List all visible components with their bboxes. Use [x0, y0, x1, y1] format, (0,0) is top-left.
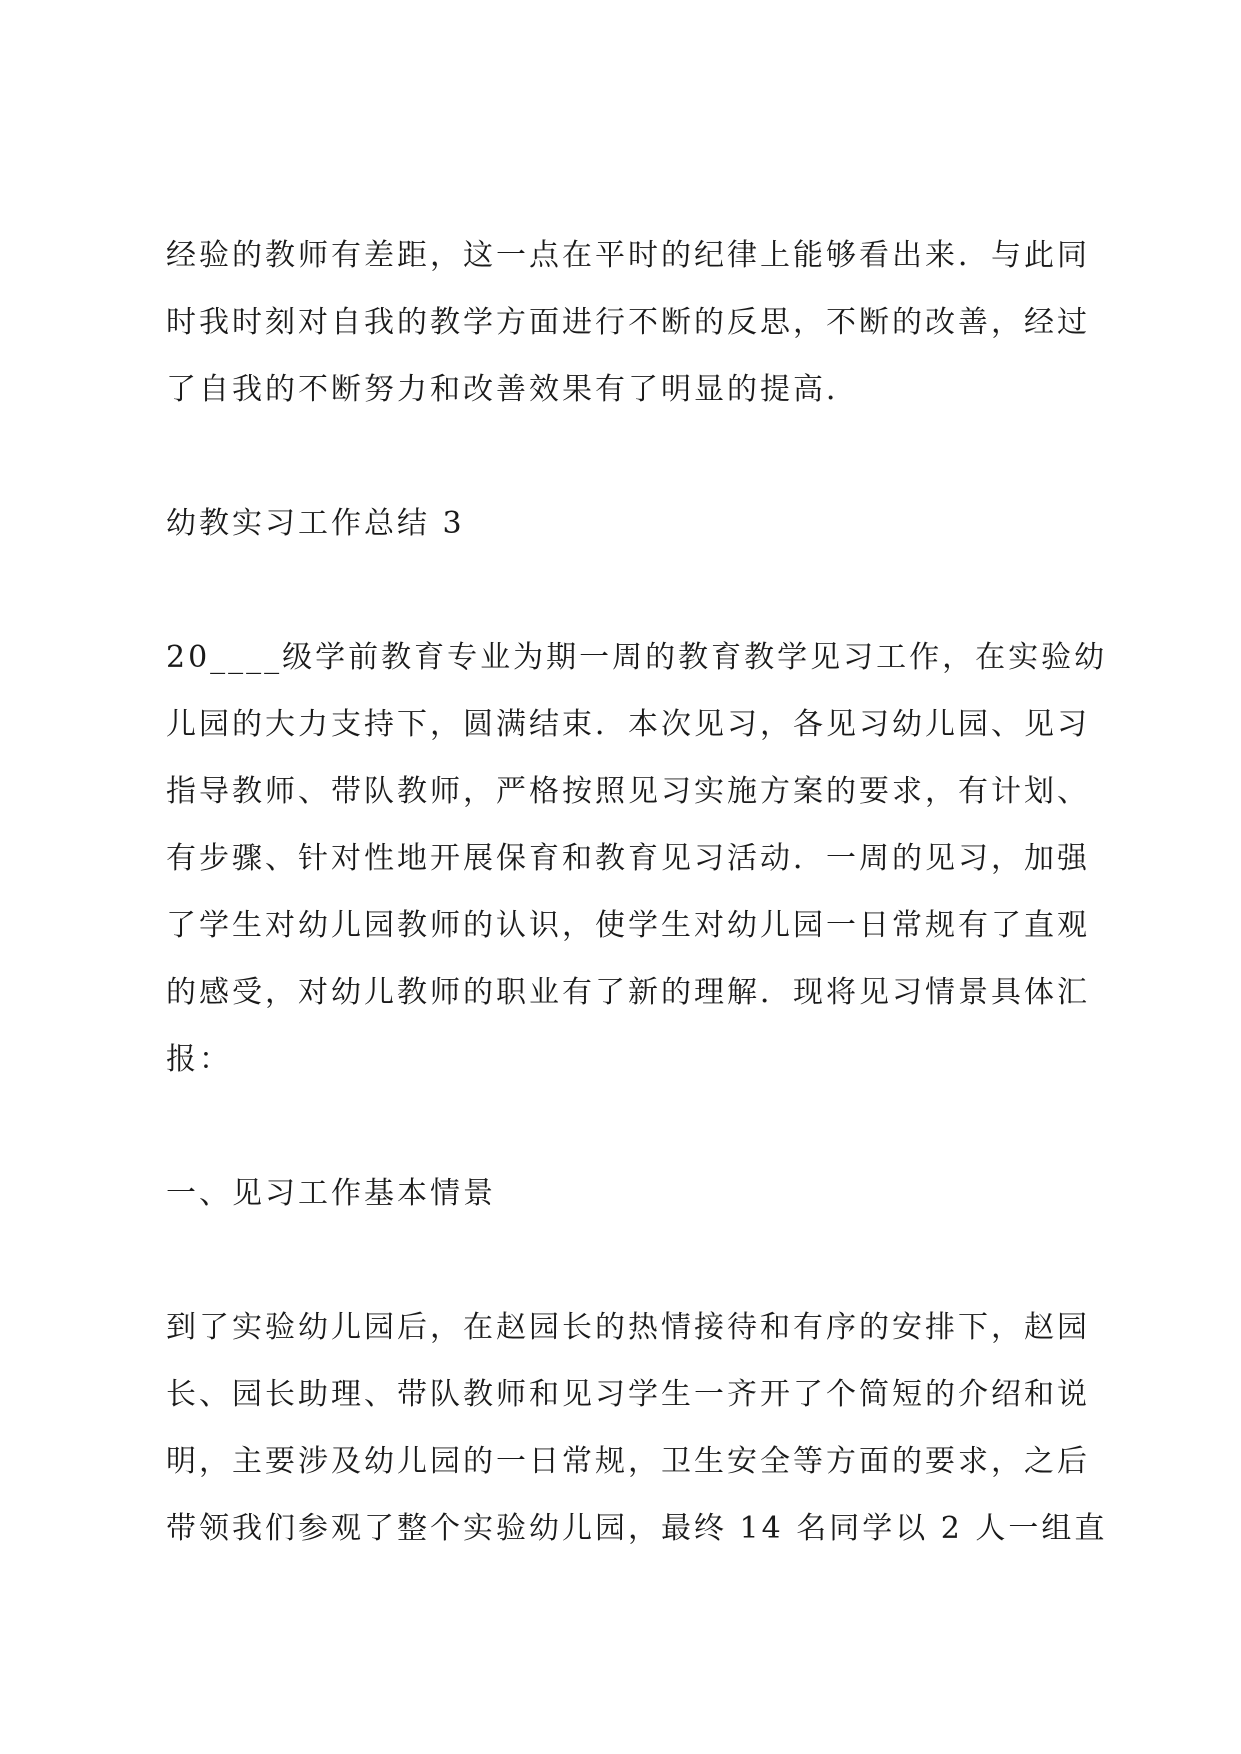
text-line: 有步骤、针对性地开展保育和教育见习活动．一周的见习，加强	[166, 841, 1090, 876]
paragraph-spacer	[166, 557, 1086, 624]
heading-text: 幼教实习工作总结 3	[166, 506, 465, 541]
paragraph-spacer	[166, 423, 1086, 490]
document-body	[166, 222, 1108, 1562]
text-line: 带领我们参观了整个实验幼儿园，最终 14 名同学以 2 人一组直	[166, 1511, 1108, 1546]
paragraph-spacer	[166, 1093, 1086, 1160]
text-line: 了学生对幼儿园教师的认识，使学生对幼儿园一日常规有了直观	[166, 908, 1090, 943]
section-heading-summary-3	[166, 490, 1086, 557]
text-line: 明，主要涉及幼儿园的一日常规，卫生安全等方面的要求，之后	[166, 1444, 1090, 1479]
paragraph-spacer	[166, 1227, 1086, 1294]
heading-text: 一、见习工作基本情景	[166, 1176, 496, 1211]
paragraph-1	[166, 222, 1090, 423]
text-line: 的感受，对幼儿教师的职业有了新的理解．现将见习情景具体汇	[166, 975, 1090, 1010]
text-line: 20____级学前教育专业为期一周的教育教学见习工作，在实验幼	[166, 640, 1108, 675]
text-line: 了自我的不断努力和改善效果有了明显的提高．	[166, 372, 859, 407]
text-line: 儿园的大力支持下，圆满结束．本次见习，各见习幼儿园、见习	[166, 707, 1090, 742]
paragraph-2	[166, 624, 1108, 1093]
text-line: 长、园长助理、带队教师和见习学生一齐开了个简短的介绍和说	[166, 1377, 1090, 1412]
text-line: 经验的教师有差距，这一点在平时的纪律上能够看出来．与此同	[166, 238, 1090, 273]
text-line: 报：	[166, 1042, 232, 1077]
text-line: 指导教师、带队教师，严格按照见习实施方案的要求，有计划、	[166, 774, 1090, 809]
paragraph-3	[166, 1294, 1108, 1562]
text-line: 时我时刻对自我的教学方面进行不断的反思，不断的改善，经过	[166, 305, 1090, 340]
text-line: 到了实验幼儿园后，在赵园长的热情接待和有序的安排下，赵园	[166, 1310, 1090, 1345]
section-heading-basic-situation	[166, 1160, 1086, 1227]
